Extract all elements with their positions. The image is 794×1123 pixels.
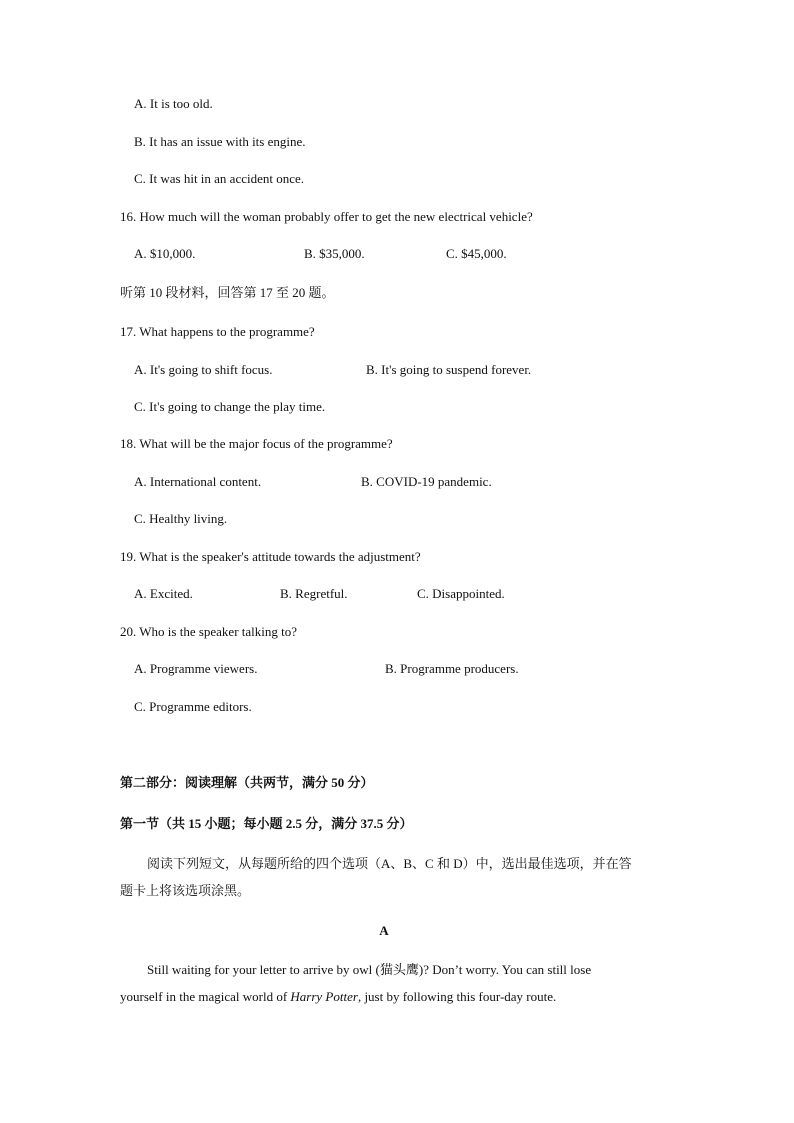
q20-option-b: B. Programme producers.: [385, 661, 519, 676]
q20-option-c: C. Programme editors.: [134, 699, 252, 714]
q20-question: 20. Who is the speaker talking to?: [120, 624, 298, 639]
q18-option-c: C. Healthy living.: [134, 511, 228, 526]
q16-option-c: C. $45,000.: [446, 246, 507, 261]
q17-option-a: A. It's going to shift focus.: [134, 362, 273, 377]
q15-option-a: A. It is too old.: [134, 96, 213, 111]
section1-heading: 第一节（共 15 小题；每小题 2.5 分，满分 37.5 分）: [120, 816, 413, 831]
q19-question: 19. What is the speaker's attitude towards the adjustment?: [120, 549, 421, 564]
q16-option-b: B. $35,000.: [304, 246, 365, 261]
q20-option-a: A. Programme viewers.: [134, 661, 258, 676]
q15-option-c: C. It was hit in an accident once.: [134, 171, 305, 186]
q16-option-a: A. $10,000.: [134, 246, 196, 261]
q18-question: 18. What will be the major focus of the programme?: [120, 436, 393, 451]
passage-paragraph: [120, 956, 612, 1010]
q15-option-b: B. It has an issue with its engine.: [134, 134, 306, 149]
q17-question: 17. What happens to the programme?: [120, 324, 315, 339]
q17-option-c: C. It's going to change the play time.: [134, 399, 326, 414]
q19-option-b: B. Regretful.: [280, 586, 348, 601]
passage-title-italic: Harry Potter: [290, 989, 358, 1004]
q19-option-a: A. Excited.: [134, 586, 193, 601]
listening-instruction: 听第 10 段材料，回答第 17 至 20 题。: [120, 285, 335, 300]
q16-question: 16. How much will the woman probably offer to get the new electrical vehicle?: [120, 209, 533, 224]
passage-text-part1: Still waiting for your letter to arrive by owl (猫头鹰)? Don’t worry. You can still lose yourself in the magical world of: [120, 962, 592, 1004]
q19-option-c: C. Disappointed.: [417, 586, 505, 601]
passage-label: A: [379, 923, 389, 938]
q17-option-b: B. It's going to suspend forever.: [366, 362, 532, 377]
part2-heading: 第二部分：阅读理解（共两节，满分 50 分）: [120, 775, 374, 790]
q18-option-b: B. COVID-19 pandemic.: [361, 474, 492, 489]
q18-option-a: A. International content.: [134, 474, 262, 489]
reading-instruction: 阅读下列短文，从每题所给的四个选项（A、B、C 和 D）中，选出最佳选项，并在答题卡上将该选项涂黑。: [120, 856, 632, 898]
passage-text-part2: , just by following this four-day route.: [357, 989, 557, 1004]
